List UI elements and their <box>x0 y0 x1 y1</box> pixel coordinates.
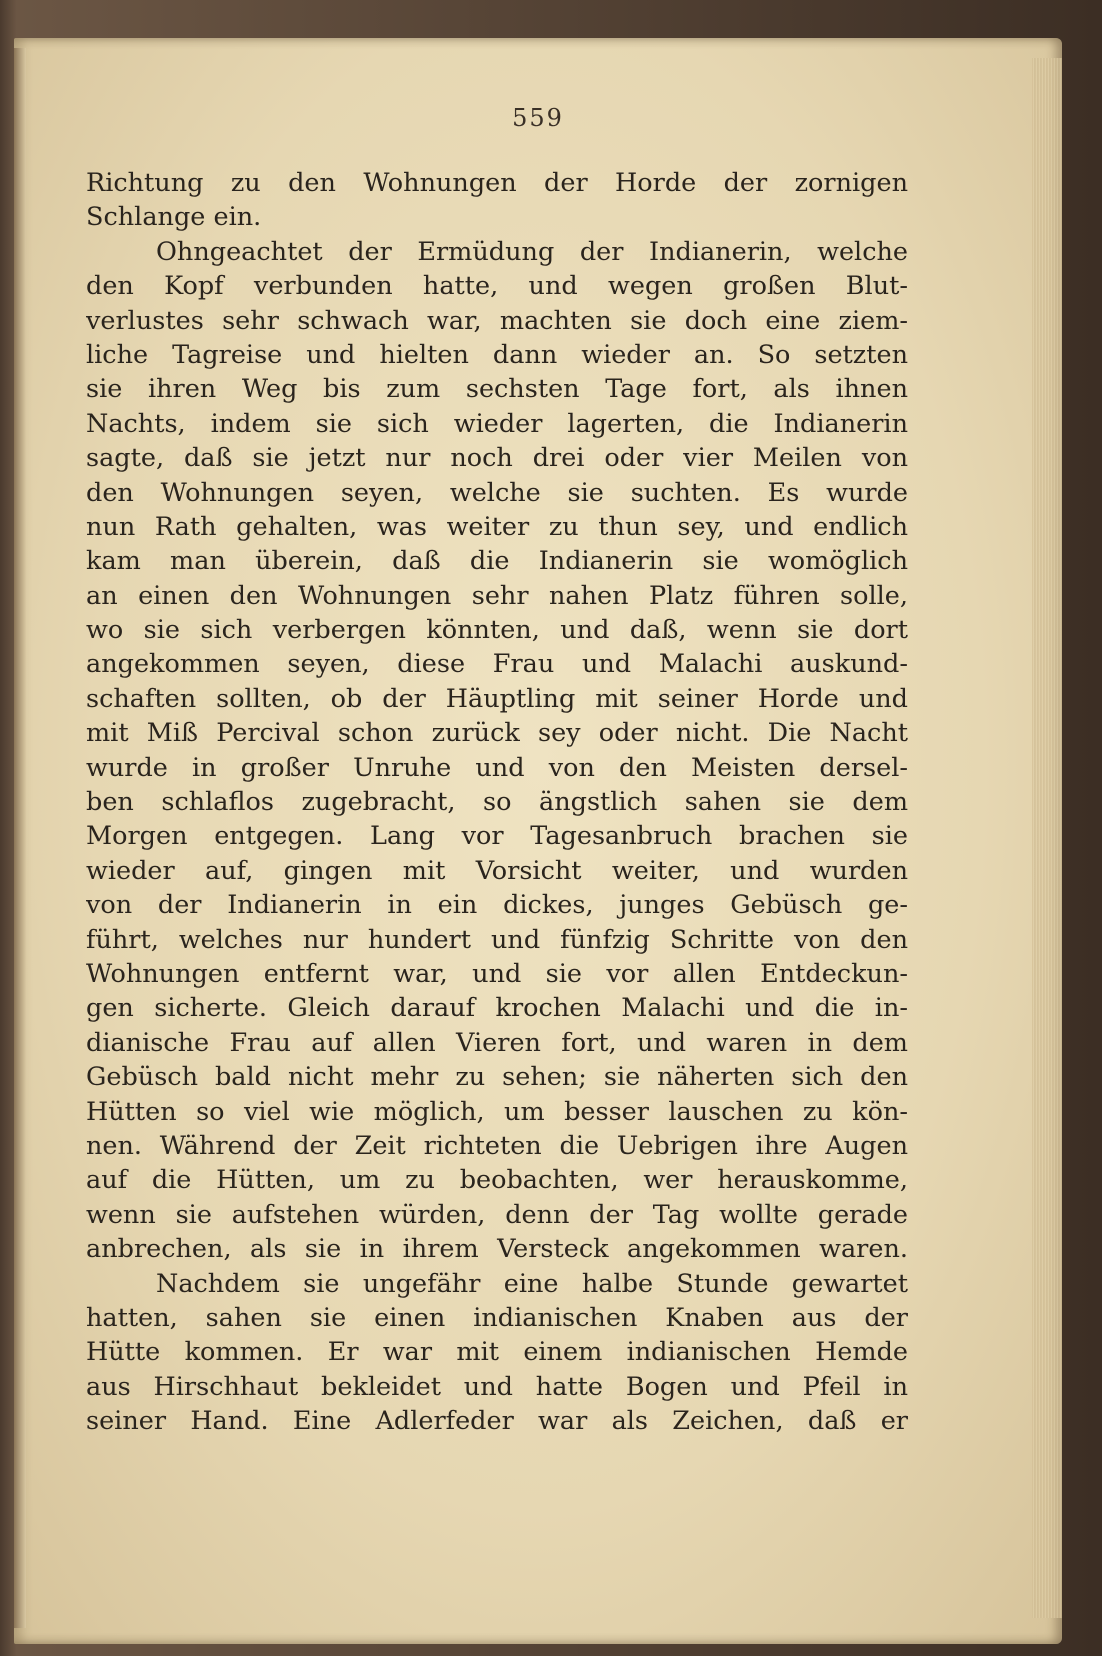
text-line: wurde in großer Unruhe und von den Meisten dersel- <box>86 752 908 783</box>
book-page <box>14 38 1062 1644</box>
text-line: an einen den Wohnungen sehr nahen Platz führen solle, <box>86 580 908 611</box>
text-line: auf die Hütten, um zu beobachten, wer herauskomme, <box>86 1165 908 1196</box>
text-line: kam man überein, daß die Indianerin sie womöglich <box>86 546 908 577</box>
body-text <box>86 166 908 1438</box>
text-line: Morgen entgegen. Lang vor Tagesanbruch brachen sie <box>86 821 908 852</box>
text-line: Wohnungen entfernt war, und sie vor allen Entdeckun- <box>86 958 908 989</box>
text-line: Gebüsch bald nicht mehr zu sehen; sie näherten sich den <box>86 1062 908 1093</box>
text-line: wieder auf, gingen mit Vorsicht weiter, und wurden <box>86 855 908 886</box>
page-edge <box>1032 58 1062 1618</box>
text-line: angekommen seyen, diese Frau und Malachi auskund- <box>86 649 908 680</box>
page-number: 559 <box>512 104 564 132</box>
text-line: anbrechen, als sie in ihrem Versteck angekommen waren. <box>86 1234 908 1265</box>
text-line: führt, welches nur hundert und fünfzig Schritte von den <box>86 924 908 955</box>
text-line: Richtung zu den Wohnungen der Horde der zornigen <box>86 168 908 198</box>
text-line: dianische Frau auf allen Vieren fort, und waren in dem <box>86 1027 908 1058</box>
text-line: sagte, daß sie jetzt nur noch drei oder vier Meilen von <box>86 443 908 474</box>
text-line: Ohngeachtet der Ermüdung der Indianerin, welche <box>156 236 908 267</box>
text-line: nen. Während der Zeit richteten die Uebrigen ihre Augen <box>86 1130 908 1161</box>
text-line: sie ihren Weg bis zum sechsten Tage fort, als ihnen <box>86 374 908 405</box>
text-line: wo sie sich verbergen könnten, und daß, wenn sie dort <box>86 615 908 646</box>
text-line: von der Indianerin in ein dickes, junges Gebüsch ge- <box>86 890 908 921</box>
text-line: ben schlaflos zugebracht, so ängstlich sahen sie dem <box>86 787 908 818</box>
text-line: Hütten so viel wie möglich, um besser lauschen zu kön- <box>86 1096 908 1127</box>
text-line: seiner Hand. Eine Adlerfeder war als Zeichen, daß er <box>86 1406 908 1437</box>
text-line: Hütte kommen. Er war mit einem indianischen Hemde <box>86 1337 908 1368</box>
text-line: mit Miß Percival schon zurück sey oder nicht. Die Nacht <box>86 718 908 749</box>
text-line: Schlange ein. <box>86 202 262 233</box>
text-line: schaften sollten, ob der Häuptling mit seiner Horde und <box>86 683 908 714</box>
text-line: Nachts, indem sie sich wieder lagerten, die Indianerin <box>86 408 908 439</box>
text-line: liche Tagreise und hielten dann wieder an. So setzten <box>86 339 908 370</box>
text-line: wenn sie aufstehen würden, denn der Tag wollte gerade <box>86 1199 908 1230</box>
text-line: nun Rath gehalten, was weiter zu thun sey, und endlich <box>86 511 908 542</box>
text-line: den Kopf verbunden hatte, und wegen großen Blut- <box>86 271 908 302</box>
page-gutter <box>14 48 26 1628</box>
text-line: hatten, sahen sie einen indianischen Knaben aus der <box>86 1302 908 1333</box>
text-line: den Wohnungen seyen, welche sie suchten. Es wurde <box>86 477 908 508</box>
text-line: aus Hirschhaut bekleidet und hatte Bogen und Pfeil in <box>86 1371 908 1402</box>
text-line: verlustes sehr schwach war, machten sie doch eine ziem- <box>86 305 908 336</box>
text-line: gen sicherte. Gleich darauf krochen Malachi und die in- <box>86 993 908 1024</box>
text-line: Nachdem sie ungefähr eine halbe Stunde gewartet <box>156 1268 908 1299</box>
